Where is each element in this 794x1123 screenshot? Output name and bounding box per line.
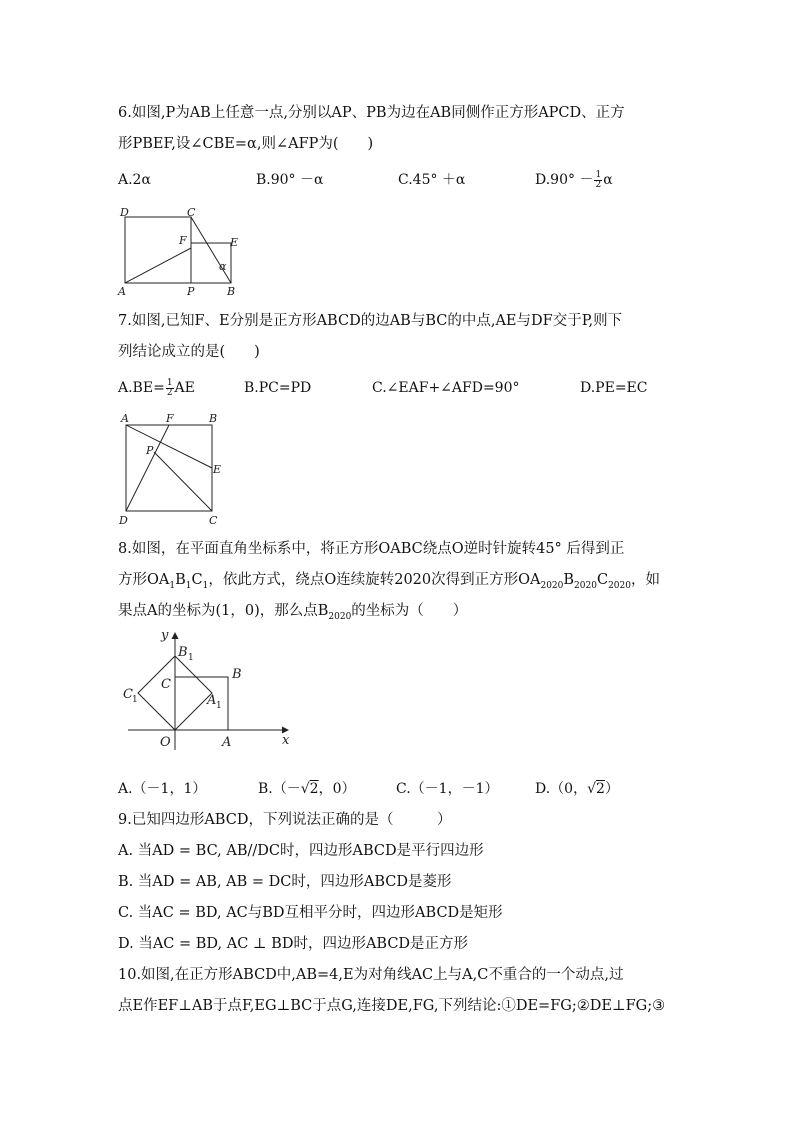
q6-label-p: P bbox=[187, 285, 195, 297]
q6-figure bbox=[114, 205, 254, 297]
q7-option-d: D.PE=EC bbox=[580, 380, 648, 396]
q9-option-d: D. 当AC = BD, AC ⊥ BD时，四边形ABCD是正方形 bbox=[118, 936, 469, 952]
q9-stem: 9.已知四边形ABCD，下列说法正确的是（ ） bbox=[118, 812, 452, 828]
q8-figure bbox=[118, 625, 298, 755]
q6-label-a: A bbox=[118, 285, 126, 297]
q7-label-d: D bbox=[119, 514, 128, 527]
q6-stem-line2: 形PBEF,设∠CBE=α,则∠AFP为( ) bbox=[118, 136, 374, 152]
q7-label-a: A bbox=[121, 412, 129, 425]
q6-label-d: D bbox=[120, 206, 129, 219]
q8-stem-line2: 方形$OA_1B_1C_1$，依此方式，绕点O连续旋转2020次得到正方形$OA_{2020}B_{2020}C_{2020}$，如 bbox=[118, 572, 660, 591]
q7-stem-line1: 7.如图,已知F、E分别是正方形ABCD的边AB与BC的中点,AE与DF交于P,则下 bbox=[118, 313, 623, 329]
q6-label-e: E bbox=[230, 236, 239, 249]
q8-label-b1: B bbox=[178, 645, 188, 660]
q6-label-b: B bbox=[227, 285, 236, 297]
q10-stem-line1: 10.如图,在正方形ABCD中,AB=4,E为对角线AC上与A,C不重合的一个动点,过 bbox=[118, 967, 624, 983]
q7-label-c: C bbox=[209, 514, 218, 527]
q8-label-o: O bbox=[160, 735, 171, 750]
q7-stem-line2: 列结论成立的是( ) bbox=[118, 344, 260, 360]
q8-label-c: C bbox=[161, 677, 171, 692]
q8-label-c1: C bbox=[123, 687, 133, 702]
q6-option-a: A.2α bbox=[118, 172, 151, 188]
q6-label-c: C bbox=[187, 206, 196, 219]
q8-stem-line3: 果点A的坐标为(1，0)，那么点$B_{2020}$的坐标为（ ） bbox=[118, 603, 468, 622]
q8-option-b: B.（－√2，0） bbox=[258, 781, 356, 797]
q8-option-a: A.（－1，1） bbox=[118, 781, 207, 797]
q8-stem-line1: 8.如图，在平面直角坐标系中，将正方形OABC绕点O逆时针旋转45° 后得到正 bbox=[118, 541, 625, 557]
q9-option-a: A. 当AD = BC, AB//DC时，四边形ABCD是平行四边形 bbox=[118, 843, 484, 859]
q8-label-c1-sub: 1 bbox=[132, 695, 138, 705]
q6-option-c: C.45° ＋α bbox=[398, 172, 466, 188]
q8-label-y: y bbox=[161, 628, 169, 643]
q8-label-x: x bbox=[282, 733, 290, 748]
q7-label-f: F bbox=[166, 412, 174, 425]
q8-option-c: C.（－1，－1） bbox=[396, 781, 499, 797]
q9-option-c: C. 当AC = BD, AC与BD互相平分时，四边形ABCD是矩形 bbox=[118, 905, 503, 921]
q8-label-b: B bbox=[232, 667, 242, 682]
q8-label-a1-sub: 1 bbox=[216, 701, 222, 711]
q6-label-alpha: α bbox=[219, 260, 227, 273]
q10-stem-line2: 点E作EF⊥AB于点F,EG⊥BC于点G,连接DE,FG,下列结论:①DE=FG;②DE⊥FG;③ bbox=[118, 998, 666, 1014]
q8-label-b1-sub: 1 bbox=[188, 653, 194, 663]
q6-option-d: D.90° － $\frac{1}{2}$ α bbox=[535, 169, 613, 190]
q6-stem-line1: 6.如图,P为AB上任意一点,分别以AP、PB为边在AB同侧作正方形APCD、正方 bbox=[118, 105, 625, 121]
q8-label-a1: A bbox=[207, 693, 217, 708]
q8-label-a: A bbox=[222, 735, 232, 750]
q7-option-c: C.∠EAF+∠AFD=90° bbox=[372, 380, 520, 396]
q6-option-b: B.90° －α bbox=[256, 172, 324, 188]
q8-option-d: D.（0，√2） bbox=[535, 781, 619, 797]
q7-figure bbox=[114, 411, 230, 527]
q7-label-b: B bbox=[209, 412, 218, 425]
q7-label-e: E bbox=[213, 463, 222, 476]
q7-option-a: A.BE= $\frac{1}{2}$ AE bbox=[118, 377, 195, 398]
q9-option-b: B. 当AD = AB, AB = DC时，四边形ABCD是菱形 bbox=[118, 874, 452, 890]
q7-label-p: P bbox=[146, 444, 154, 457]
q6-label-f: F bbox=[179, 234, 187, 247]
q7-option-b: B.PC=PD bbox=[244, 380, 312, 396]
